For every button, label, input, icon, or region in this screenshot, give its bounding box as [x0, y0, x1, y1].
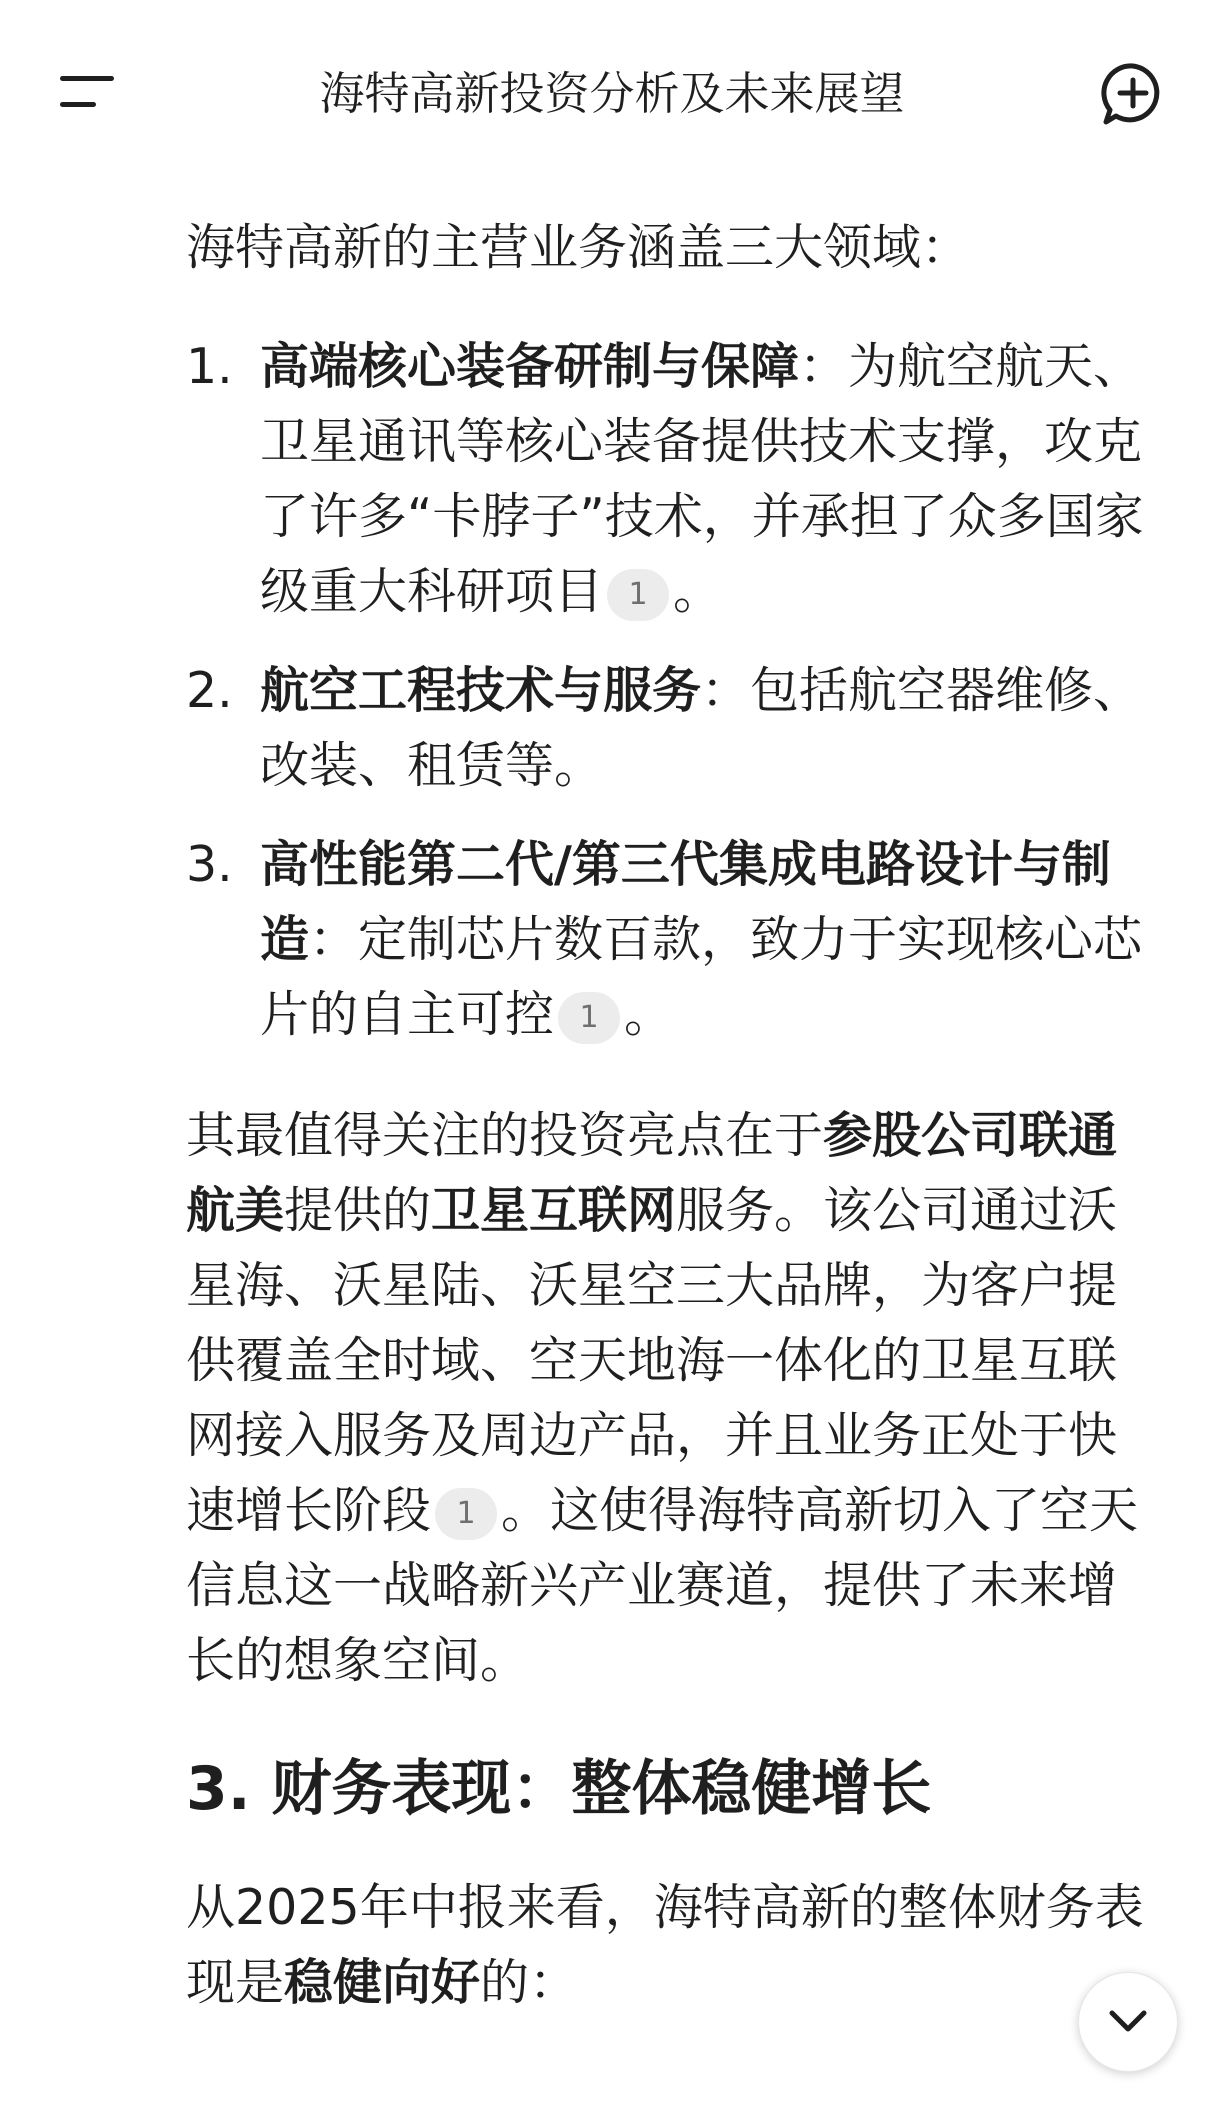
- list-item-text: [260, 653, 1180, 803]
- investment-highlight-paragraph: [186, 1098, 1146, 1698]
- list-item-number: 2.: [186, 662, 233, 719]
- scroll-to-bottom-button[interactable]: [1078, 1972, 1178, 2072]
- intro-paragraph: 海特高新的主营业务涵盖三大领域：: [186, 219, 971, 276]
- text-run: 提供的: [284, 1182, 432, 1239]
- section-heading: 3. 财务表现：整体稳健增长: [186, 1754, 932, 1824]
- citation-badge[interactable]: 1: [607, 569, 669, 621]
- list-item-body: ：定制芯片数百款，致力于实现核心芯片的自主可控: [260, 911, 1143, 1043]
- list-item-end: 。: [673, 563, 723, 620]
- financial-paragraph: [186, 1870, 1176, 2020]
- list-item: [186, 653, 1176, 803]
- list-item-number: 1.: [186, 338, 233, 395]
- list-item-bold: 高端核心装备研制与保障: [260, 338, 800, 395]
- chat-message-content: [186, 210, 1176, 2020]
- citation-badge[interactable]: 1: [435, 1488, 497, 1540]
- list-item-body: ：为航空航天、卫星通讯等核心装备提供技术支撑，攻克了许多“卡脖子”技术，并承担了众多国家级重大科研项目: [260, 338, 1144, 620]
- list-item-number: 3.: [186, 836, 233, 893]
- top-app-bar: [0, 0, 1224, 190]
- text-run: 。这使得海特高新切入了空天信息这一战略新兴产业赛道，提供了未来增长的想象空间。: [186, 1482, 1139, 1689]
- bold-text: 卫星互联网: [431, 1182, 677, 1239]
- new-chat-plus-bubble-icon: [1096, 58, 1170, 132]
- menu-button[interactable]: [52, 62, 124, 122]
- list-item-text: [260, 329, 1180, 629]
- bold-text: 稳健向好: [284, 1954, 481, 2011]
- citation-badge[interactable]: 1: [558, 992, 620, 1044]
- business-list: [186, 329, 1176, 1052]
- bold-text: 参股公司联通航美: [186, 1107, 1118, 1239]
- hamburger-menu-icon: [60, 76, 114, 81]
- list-item-text: [260, 827, 1180, 1052]
- hamburger-menu-icon-lower-bar: [60, 102, 96, 107]
- list-item: [186, 827, 1176, 1052]
- new-chat-button[interactable]: [1096, 58, 1170, 132]
- list-item-body: ：包括航空器维修、改装、租赁等。: [260, 662, 1143, 794]
- list-item: [186, 329, 1176, 629]
- list-item-end: 。: [624, 986, 674, 1043]
- text-run: 的：: [480, 1954, 579, 2011]
- text-run: 其最值得关注的投资亮点在于: [186, 1107, 824, 1164]
- chevron-down-icon: [1106, 2003, 1150, 2039]
- list-item-bold: 高性能第二代/第三代集成电路设计与制造: [260, 836, 1111, 968]
- page-title: 海特高新投资分析及未来展望: [319, 67, 905, 120]
- list-item-bold: 航空工程技术与服务: [260, 662, 702, 719]
- text-run: 从2025年中报来看，海特高新的整体财务表现是: [186, 1879, 1144, 2011]
- text-run: 服务。该公司通过沃星海、沃星陆、沃星空三大品牌，为客户提供覆盖全时域、空天地海一体化的卫星互联网接入服务及周边产品，并且业务正处于快速增长阶段: [186, 1182, 1118, 1539]
